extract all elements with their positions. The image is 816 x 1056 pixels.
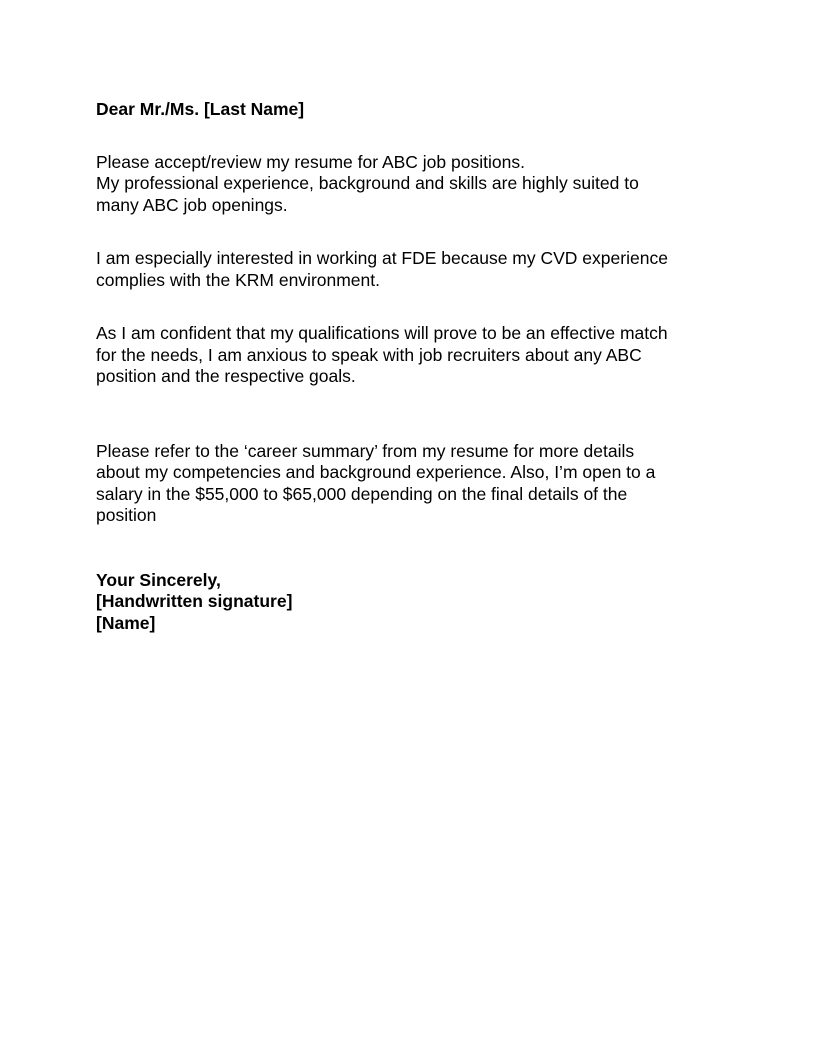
valediction: Your Sincerely,: [96, 569, 221, 590]
salutation: Dear Mr./Ms. [Last Name]: [96, 99, 305, 119]
paragraph-intro: Please accept/review my resume for ABC job positions. My professional experience, background and skills are highly suited to many ABC job openings.: [96, 151, 639, 215]
paragraph-salary: Please refer to the ‘career summary’ from my resume for more details about my competencies and background experience. Also, I’m open to a salary in the $55,000 to $65,000 depending on the final details of the position: [96, 440, 656, 525]
letter-body: [96, 99, 736, 634]
closing-block: [96, 570, 736, 635]
paragraph-qualifications: As I am confident that my qualifications will prove to be an effective match for the needs, I am anxious to speak with job recruiters about any ABC position and the respective goals.: [96, 323, 668, 386]
paragraph-interest: I am especially interested in working at FDE because my CVD experience complies with the KRM environment.: [96, 248, 668, 290]
sender-name: [Name]: [96, 612, 156, 633]
signature-placeholder: [Handwritten signature]: [96, 591, 293, 611]
